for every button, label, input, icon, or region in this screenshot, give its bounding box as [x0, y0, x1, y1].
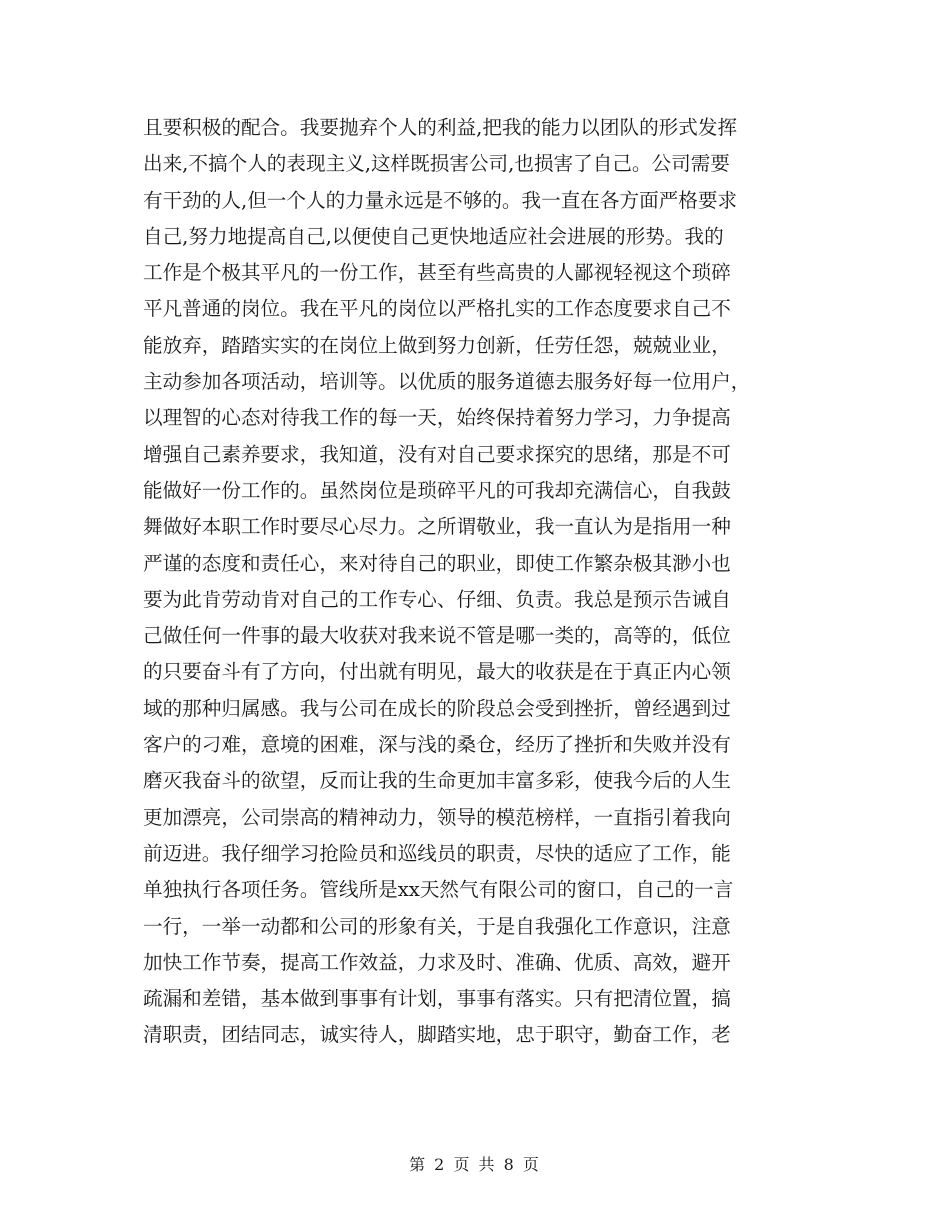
- text-line: 清职责，团结同志，诚实待人，脚踏实地，忠于职守，勤奋工作，老: [143, 1023, 731, 1047]
- text-line: 前迈进。我仔细学习抢险员和巡线员的职责，尽快的适应了工作，能: [143, 841, 731, 865]
- text-line: 有干劲的人,但一个人的力量永远是不够的。我一直在各方面严格要求: [143, 188, 738, 212]
- text-line: 更加漂亮，公司崇高的精神动力，领导的模范榜样，一直指引着我向: [143, 805, 731, 829]
- text-line: 己做任何一件事的最大收获对我来说不管是哪一类的，高等的，低位: [143, 624, 731, 648]
- text-line: 能做好一份工作的。虽然岗位是琐碎平凡的可我却充满信心，自我鼓: [143, 478, 731, 502]
- page-number-footer: 第 2 页 共 8 页: [409, 1155, 541, 1174]
- text-line: 出来,不搞个人的表现主义,这样既损害公司,也损害了自己。公司需要: [143, 152, 730, 176]
- text-line: 平凡普通的岗位。我在平凡的岗位以严格扎实的工作态度要求自己不: [143, 297, 731, 321]
- text-line: 客户的刁难，意境的困难，深与浅的桑仓，经历了挫折和失败并没有: [143, 733, 731, 757]
- text-line: 疏漏和差错，基本做到事事有计划，事事有落实。只有把清位置，搞: [143, 987, 731, 1011]
- body-text: [143, 110, 813, 1054]
- text-line: 主动参加各项活动，培训等。以优质的服务道德去服务好每一位用户，: [143, 370, 751, 394]
- text-line: 加快工作节奏，提高工作效益，力求及时、准确、优质、高效，避开: [143, 950, 731, 974]
- text-line: 工作是个极其平凡的一份工作，甚至有些高贵的人鄙视轻视这个琐碎: [143, 261, 731, 285]
- text-line: 域的那种归属感。我与公司在成长的阶段总会受到挫折，曾经遇到过: [143, 696, 731, 720]
- text-line: 单独执行各项任务。管线所是xx天然气有限公司的窗口，自己的一言: [143, 878, 734, 902]
- text-line: 要为此肯劳动肯对自己的工作专心、仔细、负责。我总是预示告诫自: [143, 587, 731, 611]
- text-line: 且要积极的配合。我要抛弃个人的利益,把我的能力以团队的形式发挥: [143, 116, 738, 139]
- text-line: 以理智的心态对待我工作的每一天，始终保持着努力学习，力争提高: [143, 406, 731, 430]
- text-line: 一行，一举一动都和公司的形象有关，于是自我强化工作意识，注意: [143, 914, 731, 938]
- text-line: 磨灭我奋斗的欲望，反而让我的生命更加丰富多彩，使我今后的人生: [143, 769, 731, 793]
- text-line: 严谨的态度和责任心，来对待自己的职业，即使工作繁杂极其渺小也: [143, 551, 731, 575]
- text-line: 自己,努力地提高自己,以便使自己更快地适应社会进展的形势。我的: [143, 224, 724, 248]
- text-line: 增强自己素养要求，我知道，没有对自己要求探究的思绪，那是不可: [143, 442, 731, 466]
- text-line: 能放弃，踏踏实实的在岗位上做到努力创新，任劳任怨，兢兢业业，: [143, 333, 731, 357]
- text-line: 的只要奋斗有了方向，付出就有明见，最大的收获是在于真正内心领: [143, 660, 731, 684]
- text-line: 舞做好本职工作时要尽心尽力。之所谓敬业，我一直认为是指用一种: [143, 515, 731, 539]
